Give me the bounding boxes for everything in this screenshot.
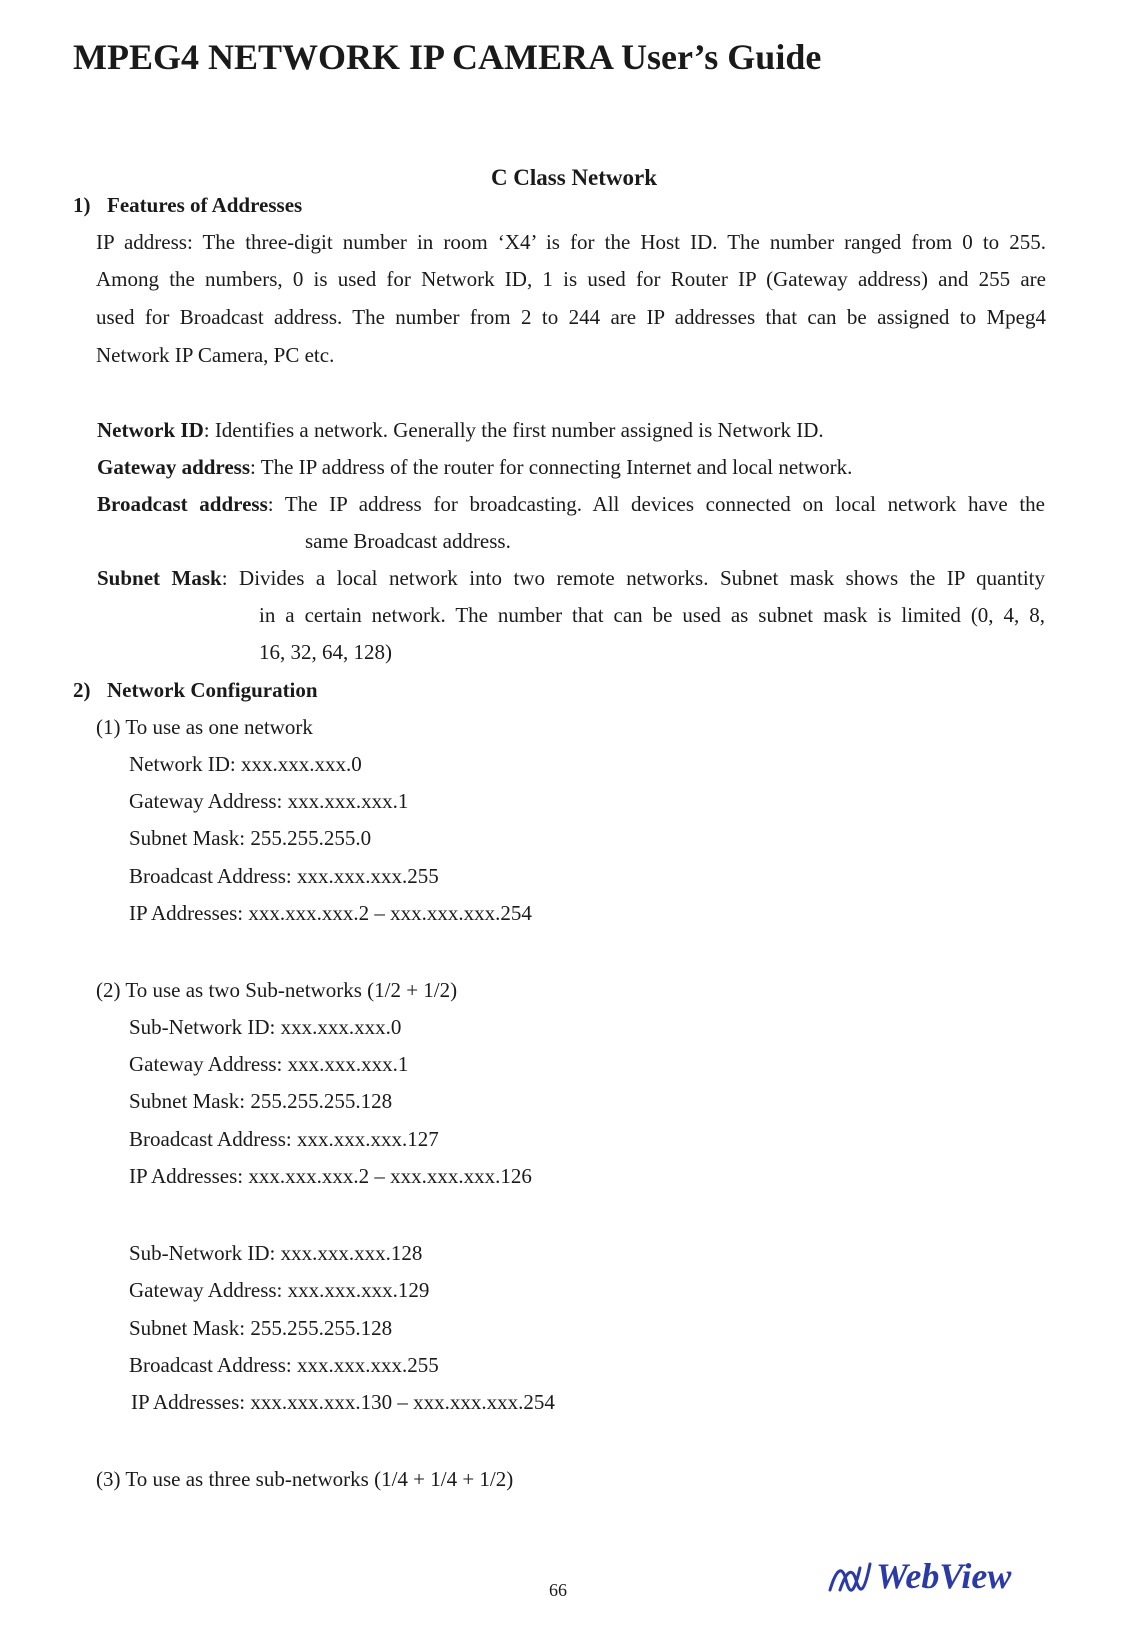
definition-subnet-mask <box>97 566 1045 591</box>
features-heading: Features of Addresses <box>107 193 303 217</box>
definition-continuation: same Broadcast address. <box>305 529 511 553</box>
definition-gateway-address <box>97 455 1045 480</box>
two-networks-second-line: Gateway Address: xxx.xxx.xxx.129 <box>129 1278 430 1302</box>
features-line-2: Among the numbers, 0 is used for Network ID, 1 is used for Router IP (Gateway address) and 255 are <box>96 267 1046 291</box>
section-number-1: 1) <box>73 193 91 217</box>
features-line-3: used for Broadcast address. The number from 2 to 244 are IP addresses that can be assigned to Mpeg4 <box>96 305 1046 329</box>
two-networks-second-line: Sub-Network ID: xxx.xxx.xxx.128 <box>129 1241 423 1265</box>
three-networks-title: (3) To use as three sub-networks (1/4 + 1/4 + 1/2) <box>96 1467 514 1491</box>
definition-text: : Divides a local network into two remote networks. Subnet mask shows the IP quantity <box>221 566 1045 590</box>
two-networks-first-line: Gateway Address: xxx.xxx.xxx.1 <box>129 1052 409 1076</box>
section-title: C Class Network <box>490 165 658 190</box>
definition-continuation: 16, 32, 64, 128) <box>259 640 392 664</box>
definition-broadcast-address <box>97 492 1045 517</box>
two-networks-first-line: Subnet Mask: 255.255.255.128 <box>129 1089 393 1113</box>
two-networks-first-line: Sub-Network ID: xxx.xxx.xxx.0 <box>129 1015 402 1039</box>
two-networks-first-line: Broadcast Address: xxx.xxx.xxx.127 <box>129 1127 439 1151</box>
configuration-heading: Network Configuration <box>107 678 318 702</box>
one-network-line: Gateway Address: xxx.xxx.xxx.1 <box>129 789 409 813</box>
definition-text: : The IP address of the router for connecting Internet and local network. <box>250 455 853 479</box>
logo-wave-icon <box>830 1564 870 1590</box>
definition-term: Gateway address <box>97 455 251 479</box>
two-networks-second-line: Subnet Mask: 255.255.255.128 <box>129 1316 393 1340</box>
document-title: MPEG4 NETWORK IP CAMERA User’s Guide <box>73 37 822 77</box>
one-network-line: IP Addresses: xxx.xxx.xxx.2 – xxx.xxx.xxx.254 <box>129 901 532 925</box>
one-network-line: Broadcast Address: xxx.xxx.xxx.255 <box>129 864 439 888</box>
two-networks-title: (2) To use as two Sub-networks (1/2 + 1/2) <box>96 978 458 1002</box>
one-network-line: Network ID: xxx.xxx.xxx.0 <box>129 752 362 776</box>
definition-continuation: in a certain network. The number that can be used as subnet mask is limited (0, 4, 8, <box>259 603 1045 627</box>
features-line-4: Network IP Camera, PC etc. <box>96 343 335 367</box>
one-network-line: Subnet Mask: 255.255.255.0 <box>129 826 372 850</box>
two-networks-first-line: IP Addresses: xxx.xxx.xxx.2 – xxx.xxx.xxx.126 <box>129 1164 532 1188</box>
two-networks-second-line: Broadcast Address: xxx.xxx.xxx.255 <box>129 1353 439 1377</box>
definition-term: Subnet Mask <box>97 566 222 590</box>
definition-term: Network ID <box>97 418 204 442</box>
logo-text: WebView <box>876 1556 1012 1596</box>
features-line-1: IP address: The three-digit number in room ‘X4’ is for the Host ID. The number ranged from 0 to 255. <box>96 230 1046 254</box>
definition-network-id <box>97 418 1045 443</box>
definition-text: : The IP address for broadcasting. All devices connected on local network have the <box>267 492 1045 516</box>
one-network-title: (1) To use as one network <box>96 715 313 739</box>
webview-logo <box>826 1550 1056 1600</box>
two-networks-second-line: IP Addresses: xxx.xxx.xxx.130 – xxx.xxx.xxx.254 <box>131 1390 555 1414</box>
page-number: 66 <box>549 1580 567 1600</box>
definition-text: : Identifies a network. Generally the first number assigned is Network ID. <box>203 418 824 442</box>
section-number-2: 2) <box>73 678 91 702</box>
definition-term: Broadcast address <box>97 492 268 516</box>
